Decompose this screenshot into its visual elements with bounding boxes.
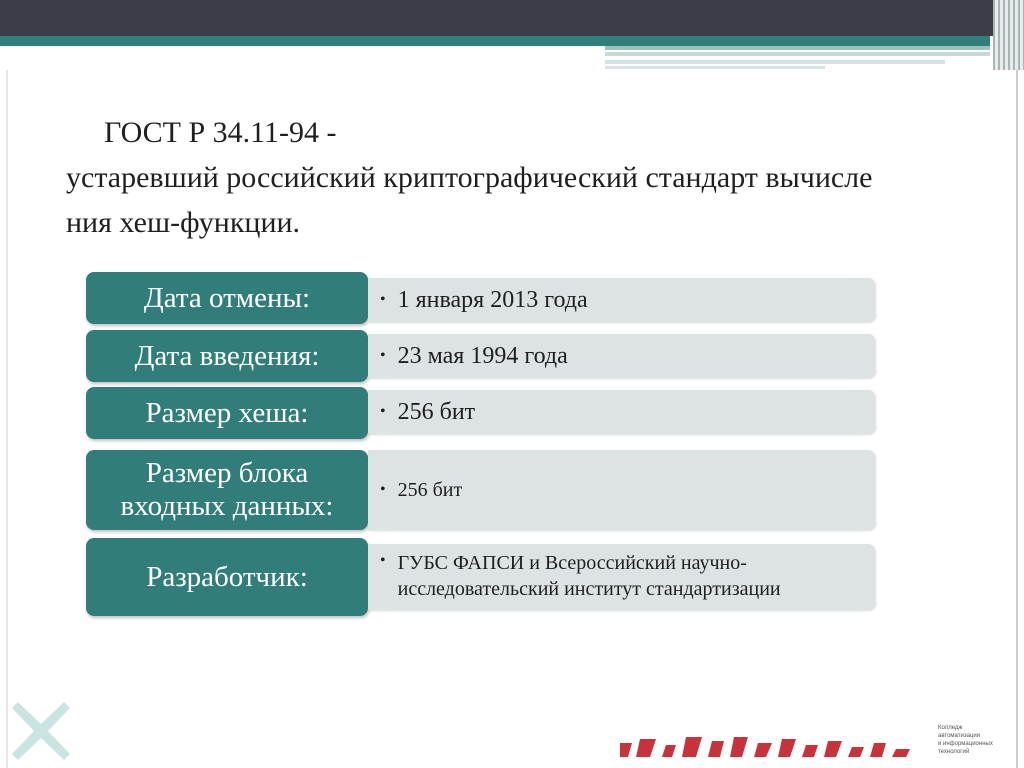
decor-stripe	[605, 52, 990, 56]
college-name	[938, 724, 1018, 756]
title-line-2: устаревший российский криптографический стандарт вычисле	[66, 161, 873, 194]
value-text: 256 бит	[397, 398, 476, 425]
teal-band	[0, 36, 990, 46]
decor-stripe	[605, 66, 825, 69]
row-cancel-date	[86, 272, 876, 324]
row-value	[368, 390, 875, 434]
college-logo-icon	[620, 735, 920, 757]
vertical-stripes	[993, 0, 1024, 70]
row-value	[368, 544, 875, 610]
row-label	[86, 538, 368, 616]
label-text: Размер блока	[145, 457, 309, 489]
label-text: Дата введения:	[134, 339, 320, 372]
bullet: •	[380, 481, 386, 498]
value-text: исследовательский институт стандартизации	[397, 578, 781, 600]
row-label	[86, 272, 368, 324]
row-intro-date	[86, 330, 876, 382]
decor-stripe	[605, 46, 990, 50]
decor-stripe	[605, 60, 945, 64]
top-bar	[0, 0, 1024, 36]
value-text: 1 января 2013 года	[397, 286, 588, 313]
label-text: Дата отмены:	[143, 281, 311, 314]
row-developer	[86, 538, 876, 616]
frame-right	[1016, 70, 1018, 768]
frame-left	[6, 70, 8, 768]
row-label	[86, 330, 368, 382]
row-value	[368, 450, 875, 530]
value-text: 256 бит	[397, 479, 463, 501]
slide-title	[66, 110, 1006, 245]
value-text: ГУБС ФАПСИ и Всероссийский научно-	[397, 552, 747, 574]
value-text-block	[398, 550, 781, 602]
bullet: •	[380, 291, 386, 308]
label-text: Разработчик:	[146, 560, 308, 593]
row-block-size	[86, 450, 876, 530]
row-value	[368, 334, 875, 378]
row-value	[368, 278, 875, 322]
bullet: •	[380, 347, 386, 364]
title-line-1: ГОСТ Р 34.11-94 -	[104, 116, 337, 149]
row-label	[86, 450, 368, 530]
college-name-line: автоматизации	[938, 733, 981, 739]
row-hash-size	[86, 387, 876, 439]
bullet: •	[380, 403, 386, 420]
value-text: 23 мая 1994 года	[397, 342, 568, 369]
label-text: Размер хеша:	[145, 396, 309, 429]
college-name-line: технологий	[938, 749, 970, 755]
college-name-line: и информационных	[938, 741, 993, 747]
label-text: входных данных:	[120, 490, 334, 522]
college-name-line: Колледж	[938, 725, 963, 731]
x-logo-icon	[10, 700, 72, 762]
row-label	[86, 387, 368, 439]
title-line-3: ния хеш-функции.	[66, 206, 301, 239]
bullet: •	[380, 552, 386, 569]
